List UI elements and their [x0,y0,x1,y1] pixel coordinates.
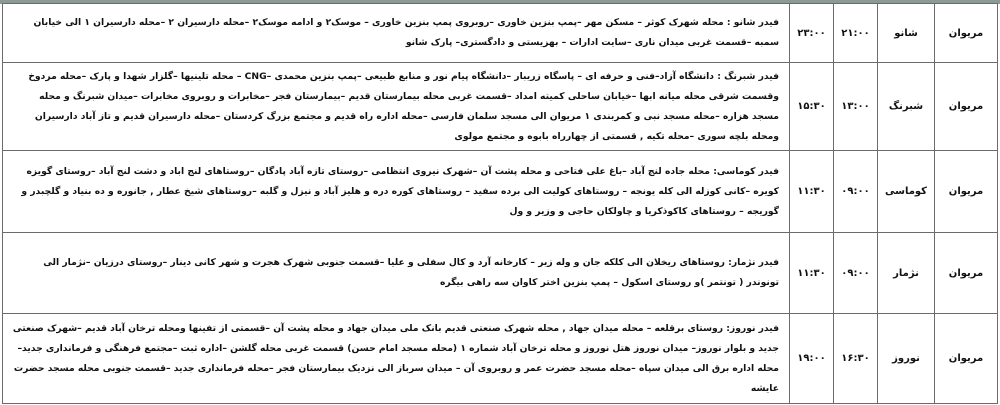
end-time-cell [790,233,834,314]
end-time: ۱۱:۳۰ [797,267,826,279]
table-row [3,63,998,151]
end-time-cell [790,314,834,404]
feeder-cell: شانو [878,4,935,63]
start-time-cell [834,63,878,151]
end-time-cell [790,4,834,63]
affected-areas-cell: فیدر شانو : محله شهرک کوثر – مسکن مهر –پمپ بنزین خاوری –روبروی پمپ بنزین خاوری – موسک۲ و ادامه موسک۲ –محله دارسیران ۲ –محله دارسیران ۱ الی خیابان سمبه –قسمت غربی میدان ناری –سایت ادارات – بهزیستی و دادگستری– پارک شانو [3,4,790,63]
table-row [3,151,998,233]
end-time: ۱۵:۳۰ [797,101,826,112]
table-row [3,4,998,63]
start-time: ۲۱:۰۰ [841,27,870,39]
start-time: ۱۳:۰۰ [841,101,870,112]
affected-areas-cell: فیدر نژمار: روستاهای ریخلان الی کلکه جان و وله زیر – کارخانه آرد و کال سفلی و علیا –قسمت جنوبی شهرک هجرت و شهر کانی دینار –روستای درزیان –نژمار الی تونوندر ( تونتمر )و روستای اسکول – پمپ بنزین اختر کاوان سه راهی بیگره [3,233,790,314]
city-cell: مریوان [935,151,998,233]
start-time: ۰۹:۰۰ [841,186,870,197]
feeder-cell: نوروز [878,314,935,404]
affected-areas-cell: فیدر کوماسی: محله جاده لنج آباد –باغ علی فتاحی و محله پشت آن –شهرک نیروی انتظامی –روستای تازه آباد پادگان –روستاهای لنج اباد و دشت لنج آباد –روستای گویزه کویره –کانی کوزله الی کله یونجه – روستاهای کولیت الی برده سفید – روستاهای کوره دره و هلیز آباد و نیزل و گلبه –روستاهای شیخ عطار , جانوره و ده بنیاد و گلچبدر و گوریجه – روستاهای کاکوذکریا و چاولکان حاجی و وزیر و ول [3,151,790,233]
feeder-cell: نژمار [878,233,935,314]
affected-areas-cell: فیدر شبرنگ : دانشگاه آزاد–فنی و حرفه ای – پاسگاه زریبار –دانشگاه پیام نور و منابع طبیعی –پمپ بنزین محمدی –CNG – محله تلینیها –گلزار شهدا و پارک –محله مردوخ وقسمت شرقی محله میانه ابها –خیابان ساحلی کمیته امداد –قسمت غربی محله بیمارستان قدیم –بیمارستان فجر –مخابرات و روبروی مخابرات –میدان شبرنگ و محله مسجد هزاره –محله مسجد نبی و کمربندی ۱ مریوان الی مسجد سلمان فارسی –محله اداره راه قدیم و مجتمع بزرگ کردستان –محله دارسیران قدیم و تاز آباد دارسیران ومحله بلچه سوری –محله تکیه , قسمتی از چهارراه بابوه و مجتمع مولوی [3,63,790,151]
start-time: ۰۹:۰۰ [841,267,870,279]
end-time-cell [790,151,834,233]
start-time-cell [834,233,878,314]
feeder-cell: شبرنگ [878,63,935,151]
end-time: ۱۹:۰۰ [797,353,826,364]
start-time-cell [834,4,878,63]
start-time: ۱۶:۳۰ [841,353,870,364]
city-cell: مریوان [935,4,998,63]
end-time: ۲۳:۰۰ [797,27,826,39]
start-time-cell [834,314,878,404]
start-time-cell [834,151,878,233]
end-time-cell [790,63,834,151]
end-time: ۱۱:۳۰ [797,186,826,197]
outage-schedule-table [2,3,998,404]
feeder-cell: کوماسی [878,151,935,233]
affected-areas-cell: فیدر نوروز: روستای برقلعه – محله میدان جهاد , محله شهرک صنعتی قدیم بانک ملی میدان جهاد و محله پشت آن –قسمتی از تفینها ومحله ترخان آباد قدیم –شهرک صنعتی جدید و بلوار نوروز– میدان نوروز هتل نوروز و محله ترخان آباد شماره ۱ (محله مسجد امام حسن) قسمت غربی محله گلشن –اداره ثبت –مجتمع فرهنگی و فرمانداری جدید– محله اداره برق الی میدان سپاه –محله مسجد حضرت عمر و روبروی آن – میدان سرباز الی نزدیک بیمارستان فجر –محله فرمانداری جدید –قسمت جنوبی محله مسجد حضرت عایشه [3,314,790,404]
city-cell: مریوان [935,314,998,404]
table-row [3,233,998,314]
city-cell: مریوان [935,63,998,151]
city-cell: مریوان [935,233,998,314]
table-row [3,314,998,404]
